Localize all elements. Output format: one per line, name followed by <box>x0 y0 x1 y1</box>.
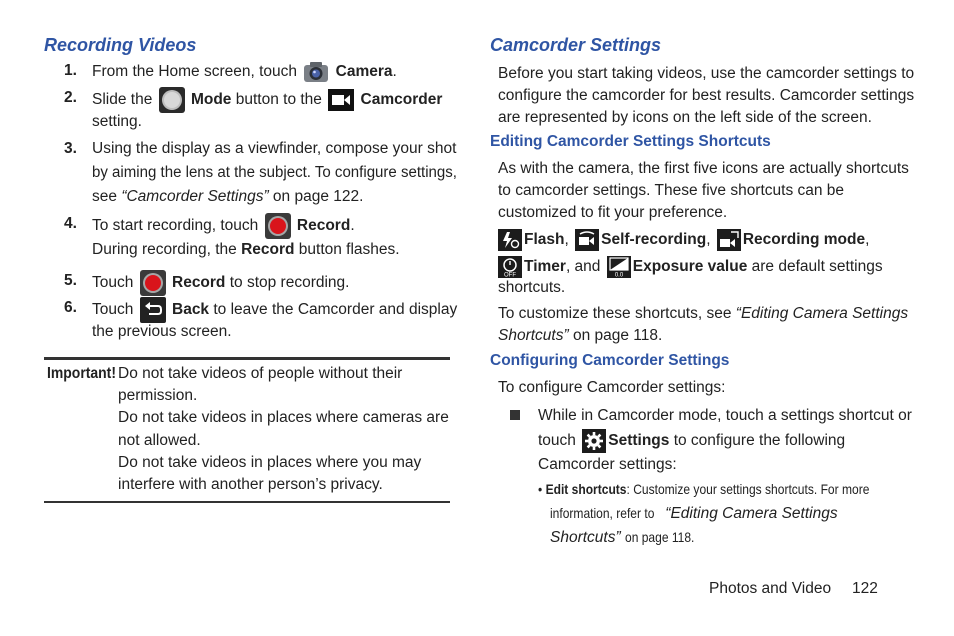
subbullet-line-3: Shortcuts” on page 118. <box>550 529 694 546</box>
section-heading-camcorder-settings: Camcorder Settings <box>490 35 662 55</box>
self-recording-icon <box>575 229 599 251</box>
important-line: interfere with another person’s privacy. <box>118 476 383 493</box>
cross-reference: “Editing Camera Settings <box>735 305 909 322</box>
important-line: Do not take videos in places where cameras are <box>118 409 449 426</box>
step-2-cont: setting. <box>92 113 142 130</box>
record-button-icon <box>140 270 166 296</box>
paragraph-line: As with the camera, the first five icons are actually shortcuts <box>498 160 909 177</box>
important-line: permission. <box>118 387 198 404</box>
step-6: Touch Back to leave the Camcorder and display <box>92 297 457 323</box>
paragraph-line: To configure Camcorder settings: <box>498 379 726 396</box>
step-4-note: During recording, the Record button flashes. <box>92 241 400 258</box>
important-line: not allowed. <box>118 432 201 449</box>
important-line: Do not take videos in places where you may <box>118 454 422 471</box>
step-3-line2: by aiming the lens at the subject. To configure settings, <box>92 164 457 181</box>
camera-app-icon <box>303 60 329 84</box>
shortcuts-line-1: Flash, Self-recording, Recording mode, <box>498 229 869 251</box>
bullet-line-1: While in Camcorder mode, touch a settings shortcut or <box>538 407 912 424</box>
important-label: Important! <box>47 365 116 382</box>
step-number: 3. <box>64 140 77 157</box>
settings-gear-icon <box>582 429 606 453</box>
exposure-value-icon <box>607 256 631 278</box>
flash-icon <box>498 229 522 251</box>
intro-line: configure the camcorder for best results. Camcorder settings <box>498 87 915 104</box>
step-6-cont: the previous screen. <box>92 323 232 340</box>
bullet-line-2: touch Settings to configure the following <box>538 429 845 453</box>
customize-line-2: Shortcuts” on page 118. <box>498 327 663 344</box>
subheading-configuring: Configuring Camcorder Settings <box>490 352 730 369</box>
step-3-line3: see “Camcorder Settings” on page 122. <box>92 188 364 205</box>
paragraph-line: customized to fit your preference. <box>498 204 728 221</box>
important-line: Do not take videos of people without their <box>118 365 403 382</box>
shortcuts-line-3: shortcuts. <box>498 279 566 296</box>
timer-icon <box>498 256 522 278</box>
important-top-rule <box>44 357 450 360</box>
record-button-icon <box>265 213 291 239</box>
subbullet-line-2: information, refer to “Editing Camera Settings <box>550 505 838 522</box>
section-heading-recording-videos: Recording Videos <box>44 35 197 55</box>
step-number: 6. <box>64 299 77 316</box>
step-2: Slide the Mode button to the Camcorder <box>92 87 442 113</box>
paragraph-line: to camcorder settings. These five shortcuts can be <box>498 182 845 199</box>
step-4: To start recording, touch Record. <box>92 213 355 239</box>
customize-line-1: To customize these shortcuts, see “Editing Camera Settings <box>498 305 909 322</box>
step-number: 2. <box>64 89 77 106</box>
camcorder-icon <box>328 89 354 111</box>
mode-button-icon <box>159 87 185 113</box>
subheading-editing-shortcuts: Editing Camcorder Settings Shortcuts <box>490 133 771 150</box>
intro-line: Before you start taking videos, use the camcorder settings to <box>498 65 915 82</box>
svg-text:0.0: 0.0 <box>614 272 623 278</box>
page-number: 122 <box>852 580 878 597</box>
intro-line: are represented by icons on the left side of the screen. <box>498 109 872 126</box>
bullet-line-3: Camcorder settings: <box>538 456 677 473</box>
step-number: 5. <box>64 272 77 289</box>
cross-reference: Shortcuts” <box>498 327 569 344</box>
step-5: Touch Record to stop recording. <box>92 270 349 296</box>
cross-reference: “Editing Camera Settings <box>665 505 838 522</box>
subbullet-line-1: • Edit shortcuts: Customize your settings shortcuts. For more <box>538 481 870 497</box>
cross-reference: Shortcuts” <box>550 529 621 546</box>
svg-text:OFF: OFF <box>504 272 516 278</box>
step-3-line1: Using the display as a viewfinder, compose your shot <box>92 140 457 157</box>
cross-reference: “Camcorder Settings” <box>121 188 269 205</box>
shortcuts-line-2: OFF Timer, and 0.0 Exposure value are default settings <box>498 256 883 278</box>
back-icon <box>140 297 166 323</box>
recording-mode-icon <box>717 229 741 251</box>
footer-section-title: Photos and Video <box>709 580 832 597</box>
step-number: 1. <box>64 62 77 79</box>
step-number: 4. <box>64 215 77 232</box>
bullet-square <box>510 410 520 420</box>
step-1: From the Home screen, touch Camera. <box>92 60 397 84</box>
important-bottom-rule <box>44 501 450 503</box>
